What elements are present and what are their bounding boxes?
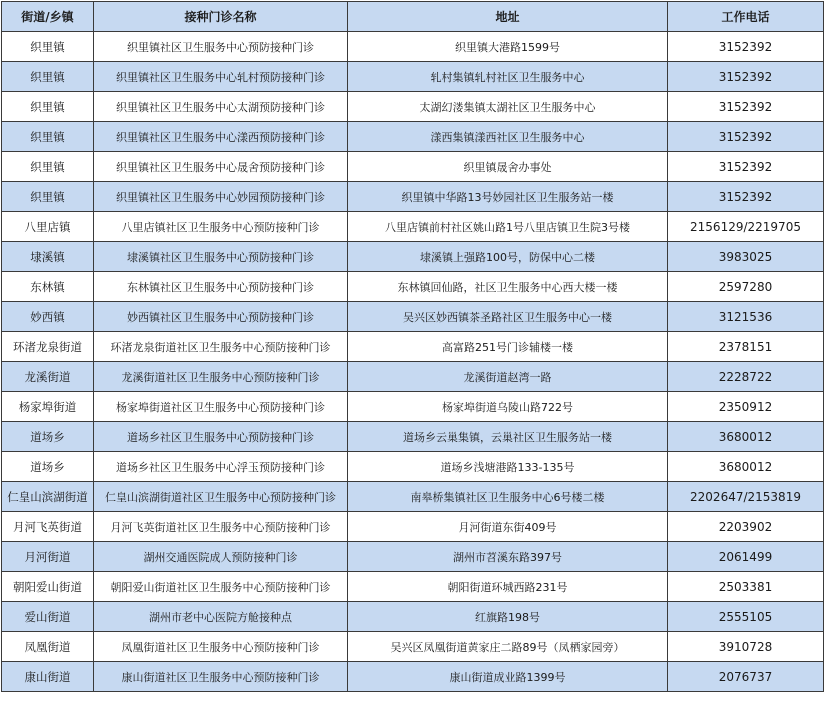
address-cell: 月河街道东街409号 [348, 512, 668, 542]
table-row [2, 572, 824, 602]
address-cell: 高富路251号门诊辅楼一楼 [348, 332, 668, 362]
phone-cell: 3152392 [668, 92, 824, 122]
clinic-name-cell: 仁皇山滨湖街道社区卫生服务中心预防接种门诊 [94, 482, 348, 512]
table-row [2, 152, 824, 182]
district-cell: 织里镇 [2, 32, 94, 62]
phone-cell: 2156129/2219705 [668, 212, 824, 242]
district-cell: 月河街道 [2, 542, 94, 572]
phone-cell: 3910728 [668, 632, 824, 662]
clinic-name-cell: 道场乡社区卫生服务中心预防接种门诊 [94, 422, 348, 452]
district-cell: 朝阳爱山街道 [2, 572, 94, 602]
district-cell: 道场乡 [2, 422, 94, 452]
district-cell: 埭溪镇 [2, 242, 94, 272]
clinic-name-cell: 凤凰街道社区卫生服务中心预防接种门诊 [94, 632, 348, 662]
district-cell: 织里镇 [2, 182, 94, 212]
clinic-name-cell: 织里镇社区卫生服务中心轧村预防接种门诊 [94, 62, 348, 92]
header-address: 地址 [348, 2, 668, 32]
table-row [2, 602, 824, 632]
clinic-name-cell: 妙西镇社区卫生服务中心预防接种门诊 [94, 302, 348, 332]
address-cell: 漾西集镇漾西社区卫生服务中心 [348, 122, 668, 152]
district-cell: 妙西镇 [2, 302, 94, 332]
phone-cell: 3680012 [668, 452, 824, 482]
address-cell: 龙溪街道赵湾一路 [348, 362, 668, 392]
address-cell: 道场乡浅塘港路133-135号 [348, 452, 668, 482]
district-cell: 东林镇 [2, 272, 94, 302]
clinic-name-cell: 朝阳爱山街道社区卫生服务中心预防接种门诊 [94, 572, 348, 602]
address-cell: 湖州市苕溪东路397号 [348, 542, 668, 572]
table-row [2, 332, 824, 362]
phone-cell: 2378151 [668, 332, 824, 362]
address-cell: 八里店镇前村社区姚山路1号八里店镇卫生院3号楼 [348, 212, 668, 242]
district-cell: 八里店镇 [2, 212, 94, 242]
table-row [2, 452, 824, 482]
clinic-name-cell: 八里店镇社区卫生服务中心预防接种门诊 [94, 212, 348, 242]
district-cell: 织里镇 [2, 152, 94, 182]
address-cell: 埭溪镇上强路100号，防保中心二楼 [348, 242, 668, 272]
address-cell: 杨家埠街道乌陵山路722号 [348, 392, 668, 422]
header-district: 街道/乡镇 [2, 2, 94, 32]
vaccination-clinic-table [1, 1, 824, 692]
address-cell: 朝阳街道环城西路231号 [348, 572, 668, 602]
district-cell: 杨家埠街道 [2, 392, 94, 422]
clinic-name-cell: 织里镇社区卫生服务中心妙园预防接种门诊 [94, 182, 348, 212]
phone-cell: 2350912 [668, 392, 824, 422]
district-cell: 爱山街道 [2, 602, 94, 632]
phone-cell: 3152392 [668, 122, 824, 152]
table-row [2, 662, 824, 692]
district-cell: 凤凰街道 [2, 632, 94, 662]
address-cell: 太湖幻溇集镇太湖社区卫生服务中心 [348, 92, 668, 122]
clinic-name-cell: 道场乡社区卫生服务中心浮玉预防接种门诊 [94, 452, 348, 482]
table-row [2, 512, 824, 542]
table-row [2, 182, 824, 212]
header-clinic-name: 接种门诊名称 [94, 2, 348, 32]
address-cell: 吴兴区妙西镇茶圣路社区卫生服务中心一楼 [348, 302, 668, 332]
table-row [2, 422, 824, 452]
clinic-name-cell: 织里镇社区卫生服务中心晟舍预防接种门诊 [94, 152, 348, 182]
clinic-name-cell: 杨家埠街道社区卫生服务中心预防接种门诊 [94, 392, 348, 422]
district-cell: 仁皇山滨湖街道 [2, 482, 94, 512]
table-row [2, 92, 824, 122]
clinic-name-cell: 织里镇社区卫生服务中心预防接种门诊 [94, 32, 348, 62]
district-cell: 环渚龙泉街道 [2, 332, 94, 362]
address-cell: 康山街道成业路1399号 [348, 662, 668, 692]
address-cell: 南皋桥集镇社区卫生服务中心6号楼二楼 [348, 482, 668, 512]
address-cell: 织里镇大港路1599号 [348, 32, 668, 62]
clinic-name-cell: 湖州交通医院成人预防接种门诊 [94, 542, 348, 572]
clinic-name-cell: 织里镇社区卫生服务中心太湖预防接种门诊 [94, 92, 348, 122]
address-cell: 红旗路198号 [348, 602, 668, 632]
phone-cell: 2228722 [668, 362, 824, 392]
clinic-name-cell: 织里镇社区卫生服务中心漾西预防接种门诊 [94, 122, 348, 152]
table-row [2, 212, 824, 242]
clinic-name-cell: 东林镇社区卫生服务中心预防接种门诊 [94, 272, 348, 302]
district-cell: 织里镇 [2, 122, 94, 152]
address-cell: 轧村集镇轧村社区卫生服务中心 [348, 62, 668, 92]
table-row [2, 62, 824, 92]
district-cell: 道场乡 [2, 452, 94, 482]
address-cell: 东林镇回仙路，社区卫生服务中心西大楼一楼 [348, 272, 668, 302]
table-row [2, 392, 824, 422]
clinic-name-cell: 龙溪街道社区卫生服务中心预防接种门诊 [94, 362, 348, 392]
phone-cell: 3152392 [668, 62, 824, 92]
header-phone: 工作电话 [668, 2, 824, 32]
address-cell: 织里镇晟舍办事处 [348, 152, 668, 182]
table-row [2, 32, 824, 62]
table-row [2, 362, 824, 392]
phone-cell: 2555105 [668, 602, 824, 632]
phone-cell: 2202647/2153819 [668, 482, 824, 512]
table-header-row [2, 2, 824, 32]
address-cell: 织里镇中华路13号妙园社区卫生服务站一楼 [348, 182, 668, 212]
table-row [2, 122, 824, 152]
phone-cell: 2597280 [668, 272, 824, 302]
table-row [2, 632, 824, 662]
clinic-name-cell: 康山街道社区卫生服务中心预防接种门诊 [94, 662, 348, 692]
district-cell: 织里镇 [2, 62, 94, 92]
phone-cell: 2503381 [668, 572, 824, 602]
phone-cell: 3152392 [668, 152, 824, 182]
phone-cell: 3983025 [668, 242, 824, 272]
address-cell: 道场乡云巢集镇，云巢社区卫生服务站一楼 [348, 422, 668, 452]
clinic-name-cell: 埭溪镇社区卫生服务中心预防接种门诊 [94, 242, 348, 272]
district-cell: 月河飞英街道 [2, 512, 94, 542]
table-body [2, 32, 824, 692]
table-row [2, 542, 824, 572]
table-row [2, 272, 824, 302]
phone-cell: 2076737 [668, 662, 824, 692]
table-row [2, 482, 824, 512]
table-row [2, 242, 824, 272]
phone-cell: 3121536 [668, 302, 824, 332]
clinic-name-cell: 湖州市老中心医院方舱接种点 [94, 602, 348, 632]
clinic-name-cell: 月河飞英街道社区卫生服务中心预防接种门诊 [94, 512, 348, 542]
phone-cell: 2061499 [668, 542, 824, 572]
phone-cell: 3152392 [668, 32, 824, 62]
phone-cell: 3680012 [668, 422, 824, 452]
table-row [2, 302, 824, 332]
district-cell: 龙溪街道 [2, 362, 94, 392]
phone-cell: 2203902 [668, 512, 824, 542]
phone-cell: 3152392 [668, 182, 824, 212]
clinic-name-cell: 环渚龙泉街道社区卫生服务中心预防接种门诊 [94, 332, 348, 362]
district-cell: 织里镇 [2, 92, 94, 122]
address-cell: 吴兴区凤凰街道黄家庄二路89号（凤栖家园旁） [348, 632, 668, 662]
district-cell: 康山街道 [2, 662, 94, 692]
